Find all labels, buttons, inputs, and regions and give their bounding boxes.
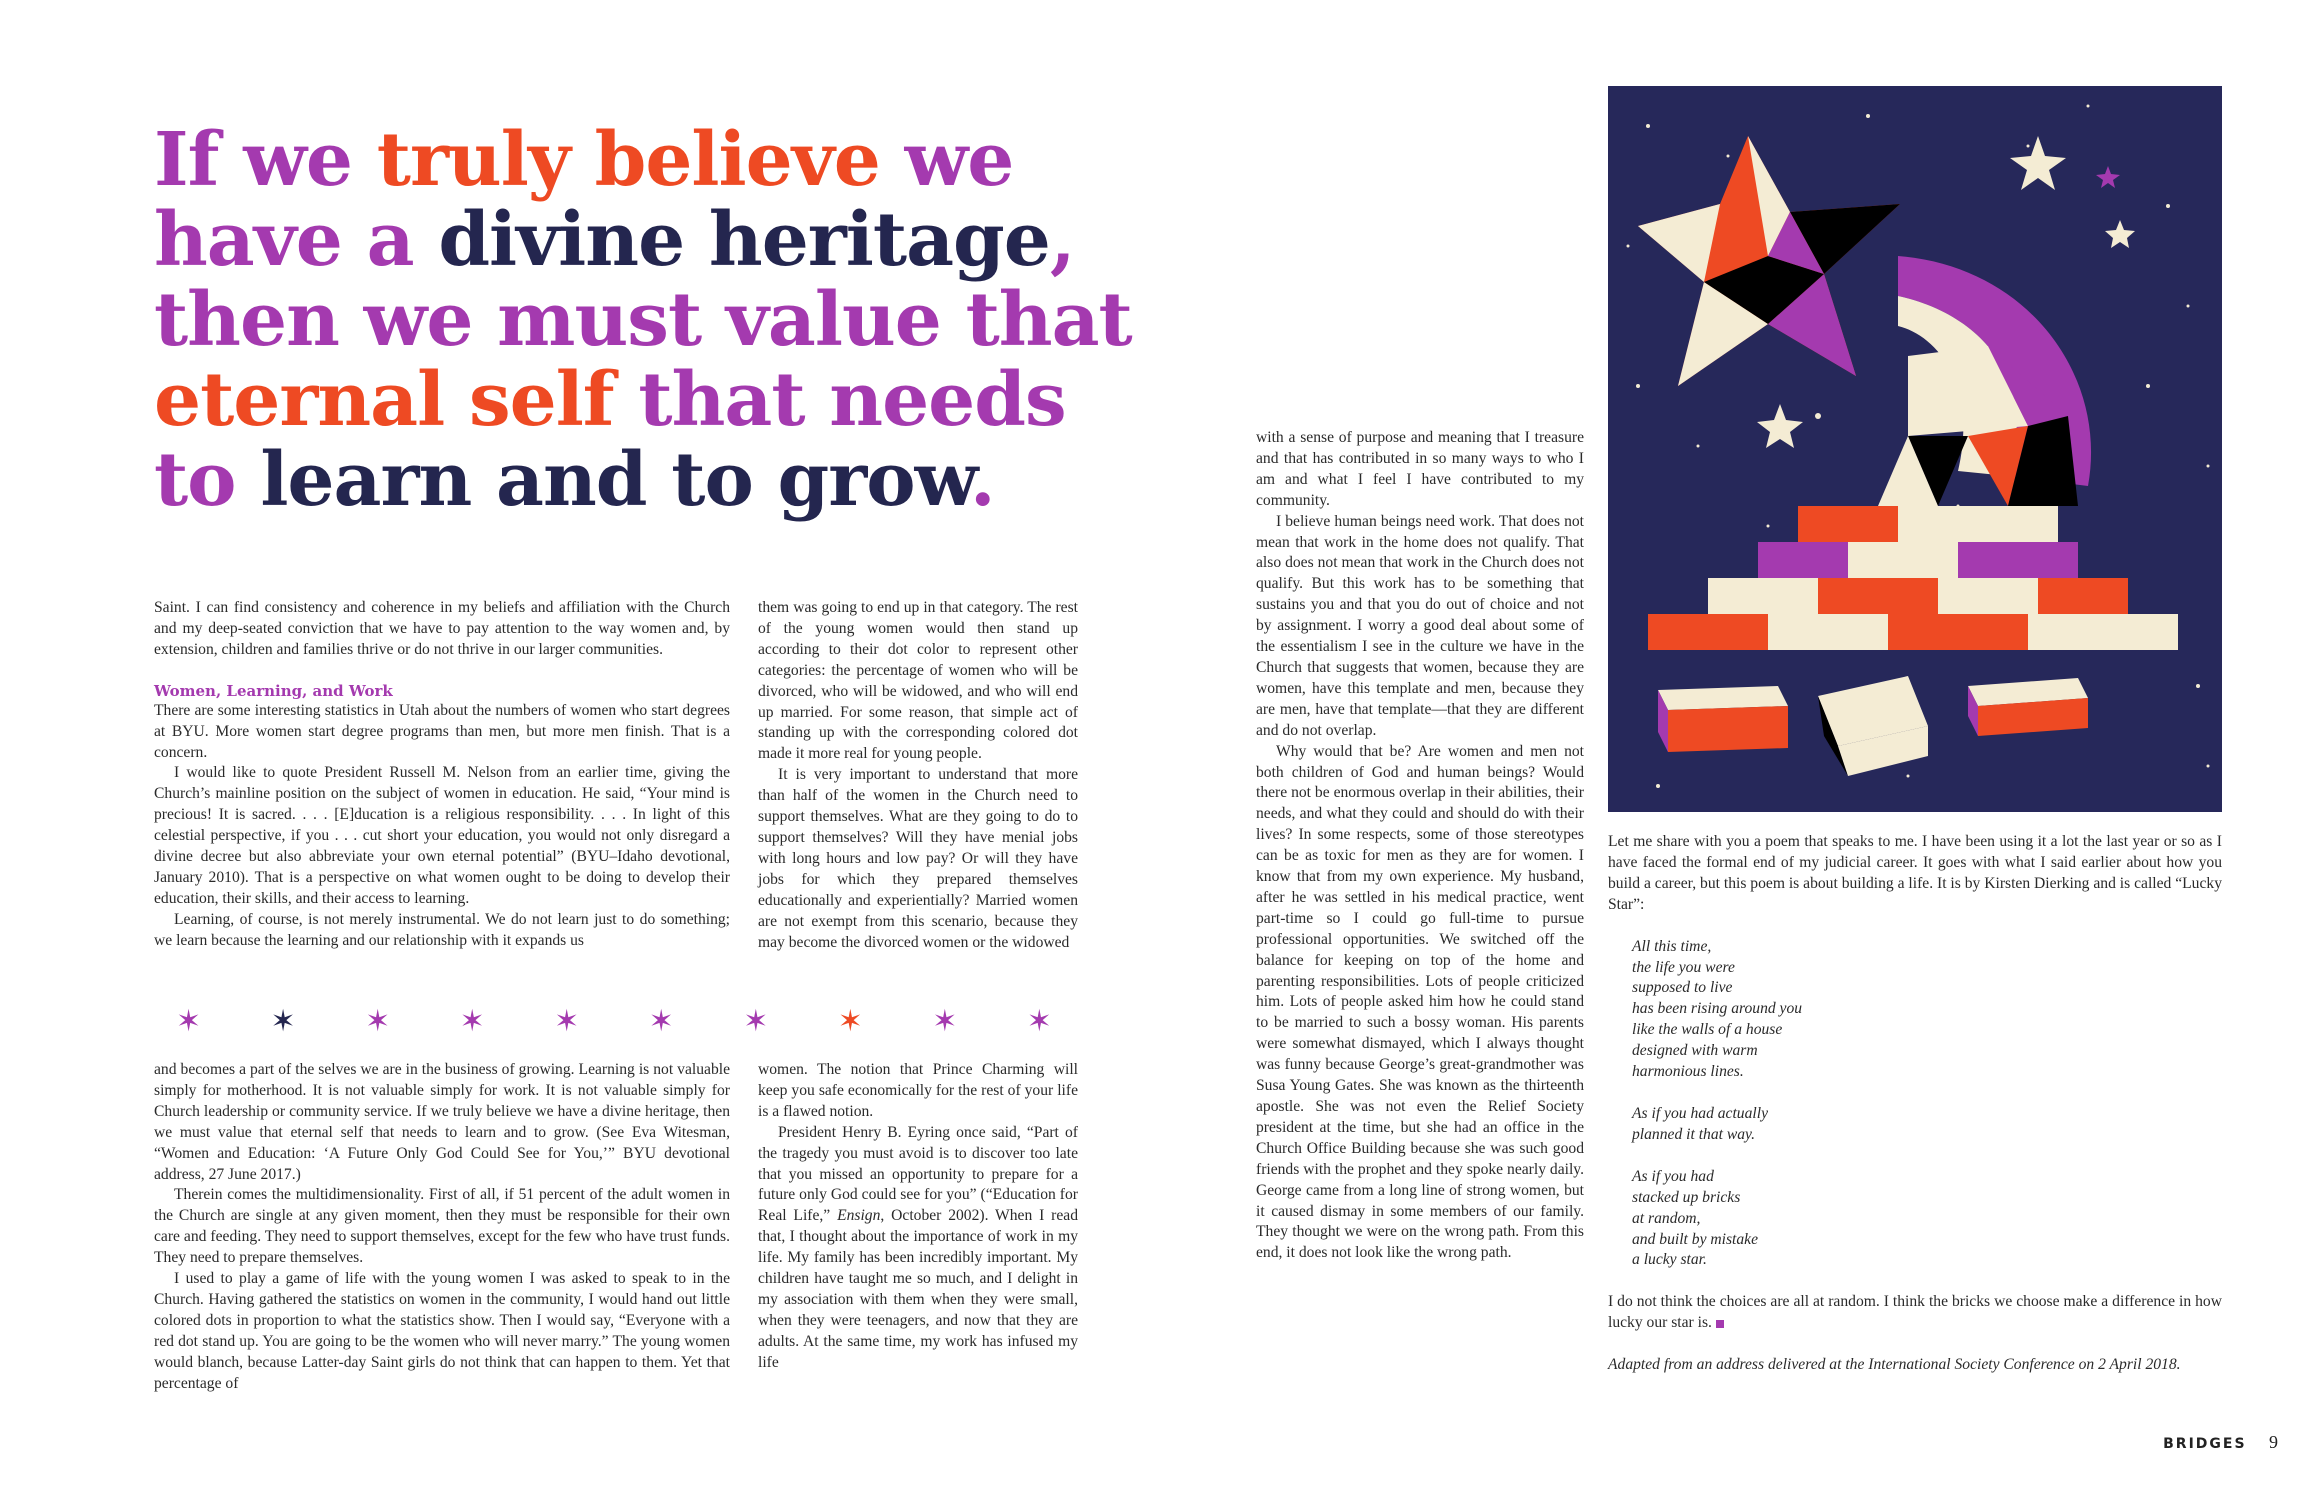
column-4: [1608, 832, 2222, 1376]
headline-line: [154, 117, 1054, 203]
headline-segment: then we must value that: [154, 277, 1132, 363]
column-3: [1256, 428, 1584, 1264]
column-1-top: [154, 598, 730, 952]
star-icon: ✶: [648, 1005, 674, 1038]
headline-line: [154, 197, 1075, 283]
magazine-name: BRIDGES: [2163, 1436, 2247, 1452]
headline-segment: we: [879, 117, 1014, 203]
paragraph: I believe human beings need work. That does not mean that work in the home does not qualify. That also does not mean that work in the Church does not qualify. But this work has to be something that sustains you and that you do out of choice and not by assignment. I worry a good deal about some of the essentialism I see in the culture we have in the Church that suggests that women, because they are women, have this template and men, because they are men, have that template—that they are different and do not overlap.: [1256, 512, 1584, 739]
star-icon: ✶: [365, 1005, 391, 1038]
paragraph: women. The notion that Prince Charming will keep you safe economically for the rest of your life is a flawed notion.: [758, 1061, 1078, 1120]
poem-line: stacked up bricks: [1632, 1188, 1741, 1206]
paragraph: It is very important to understand that more than half of the women in the Church need to support themselves. What are they going to do to support themselves? Will they have menial jobs with long hours and low pay? Or will they have jobs for which they prepared themselves educationally and experientially? Married women are not exempt from this scenario, because they may become the divorced women or the widowed: [758, 766, 1078, 951]
poem-line: planned it that way.: [1632, 1125, 1756, 1143]
paragraph: President Henry B. Eyring once said, “Part of the tragedy you must avoid is to discover too late that you missed an opportunity to prepare for a future only God could see for you” (“Education for Real Life,” Ensign, October 2002). When I read that, I thought about the importance of work in my life. My family has been incredibly important. My children have taught me so much, and I delight in my association with them when they were small, when they were teenagers, and now that they are adults. At the same time, my work has infused my life: [758, 1123, 1078, 1371]
poem-stanza: [1632, 1167, 2222, 1272]
paragraph: with a sense of purpose and meaning that I treasure and that has contributed in so many ways to who I am and what I feel I have contributed to my community.: [1256, 429, 1584, 509]
star-icon: ✶: [176, 1005, 202, 1038]
headline-segment: have a: [154, 197, 439, 283]
page-number: 9: [2269, 1432, 2278, 1452]
poem-line: As if you had: [1632, 1167, 1714, 1185]
paragraph: and becomes a part of the selves we are in the business of growing. Learning is not valuable simply for motherhood. It is not valuable simply for work. It is not valuable simply for Church leadership or community service. If we truly believe we have a divine heritage, then we must value that eternal self that needs to learn and to grow. (See Eva Witesman, “Women and Education: ‘A Future Only God Could See for You,’” BYU devotional address, 27 June 2017.): [154, 1061, 730, 1183]
headline-segment: .: [969, 437, 995, 523]
star-icon: ✶: [1026, 1005, 1052, 1038]
paragraph: Learning, of course, is not merely instrumental. We do not learn just to do something; we learn because the learning and our relationship with it expands us: [154, 910, 730, 949]
poem-line: designed with warm: [1632, 1042, 1758, 1060]
headline-line: [154, 357, 1066, 443]
poem-stanza: [1632, 937, 2222, 1083]
headline-segment: If we: [154, 117, 377, 203]
paragraph: them was going to end up in that category. The rest of the young women would then stand up according to their dot color to represent other categories: the percentage of women who will be divorced, who will be widowed, and who will end up married. For some reason, that simple act of standing up with the corresponding colored dot made it more real for young people.: [758, 599, 1078, 763]
poem-line: All this time,: [1632, 937, 1712, 955]
poem-line: harmonious lines.: [1632, 1063, 1744, 1081]
paragraph: I would like to quote President Russell M. Nelson from an earlier time, giving the Church’s mainline position on the subject of women in education. He said, “Your mind is precious! It is sacred. . . . [E]ducation is a religious responsibility. . . . In light of this celestial perspective, if you . . . cut short your education, you would not only disregard a divine decree but also abbreviate your own eternal potential” (BYU–Idaho devotional, January 2010). That is a perspective on what women ought to be doing to develop their education, their skills, and their access to learning.: [154, 764, 730, 907]
poem-line: a lucky star.: [1632, 1251, 1707, 1269]
column-1-bottom: [154, 1060, 730, 1395]
star-divider: [176, 1002, 1052, 1042]
paragraph: Let me share with you a poem that speaks to me. I have been using it a lot the last year or so as I have faced the formal end of my judicial career. It goes with what I said earlier about how you build a career, but this poem is about building a life. It is by Kirsten Dierking and is called “Lucky Star”:: [1608, 833, 2222, 913]
headline-segment: learn and to grow: [260, 437, 970, 523]
headline-segment: divine heritage: [438, 197, 1050, 283]
headline-segment: truly believe: [376, 117, 880, 203]
star-icon: ✶: [837, 1005, 863, 1038]
emphasis: Ensign: [837, 1207, 881, 1225]
headline-line: [154, 277, 1132, 363]
poem-line: As if you had actually: [1632, 1104, 1768, 1122]
poem-line: the life you were: [1632, 958, 1735, 976]
pull-quote-headline: [154, 117, 1132, 523]
poem-lucky-star: [1632, 937, 2222, 1272]
headline-segment: eternal self: [154, 357, 614, 443]
headline-segment: to: [154, 437, 261, 523]
source-note: Adapted from an address delivered at the International Society Conference on 2 April 2018.: [1608, 1356, 2181, 1374]
poem-line: supposed to live: [1632, 979, 1733, 997]
star-icon: ✶: [743, 1005, 769, 1038]
headline-segment: ,: [1049, 197, 1075, 283]
lucky-star-illustration: [1608, 86, 2222, 812]
poem-line: at random,: [1632, 1209, 1701, 1227]
column-2-top: [758, 598, 1078, 953]
poem-stanza: [1632, 1104, 2222, 1146]
headline-line: [154, 437, 1054, 523]
star-icon: ✶: [270, 1005, 296, 1038]
paragraph: There are some interesting statistics in Utah about the numbers of women who start degrees at BYU. More women start degree programs than men, but more men finish. That is a concern.: [154, 701, 730, 761]
poem-line: and built by mistake: [1632, 1230, 1759, 1248]
paragraph: I used to play a game of life with the young women I was asked to speak to in the Church. Having gathered the statistics on women in the community, I would hand out little colored dots in proportion to what the statistics show. Then I would say, “Everyone with a red dot stand up. You are going to be the women who will never marry.” The young women would blanch, because Latter-day Saint girls do not think that can happen to them. Yet that percentage of: [154, 1270, 730, 1392]
star-icon: ✶: [554, 1005, 580, 1038]
poem-line: has been rising around you: [1632, 1000, 1803, 1018]
paragraph: Saint. I can find consistency and coherence in my beliefs and affiliation with the Church and my deep-seated conviction that we have to pay attention to the way women and, by extension, children and families thrive or do not thrive in our larger communities.: [154, 599, 730, 658]
poem-line: like the walls of a house: [1632, 1021, 1783, 1039]
star-icon: ✶: [932, 1005, 958, 1038]
paragraph: Therein comes the multidimensionality. First of all, if 51 percent of the adult women in the Church are single at any given moment, then they must be responsible for their own care and feeding. They need to support themselves, except for the few who have trust funds. They need to prepare themselves.: [154, 1186, 730, 1267]
star-icon: ✶: [459, 1005, 485, 1038]
end-mark-icon: [1716, 1320, 1724, 1328]
headline-segment: that needs: [613, 357, 1066, 443]
page-footer: [2163, 1432, 2278, 1453]
section-subhead: Women, Learning, and Work: [154, 681, 393, 700]
paragraph: I do not think the choices are all at random. I think the bricks we choose make a difference in how lucky our star is.: [1608, 1293, 2222, 1332]
column-2-bottom: [758, 1060, 1078, 1374]
paragraph: Why would that be? Are women and men not both children of God and human beings? Would there not be enormous overlap in their abilities, their needs, and what they could and should do with their lives? In some respects, some of those stereotypes can be as toxic for men as they are for women. I know that from my own experience. My husband, after he was settled in his medical practice, went part-time so I could go full-time to pursue professional opportunities. We switched off the balance for keeping on top of the home and parenting responsibilities. Lots of people criticized him. Lots of people asked him how he could stand to be married to such a bossy woman. His parents were somewhat dismayed, which I always thought was funny because George’s great-grandmother was Susa Young Gates. She was known as the thirteenth apostle. She was not even the Relief Society president at the time, but she had an office in the Church Office Building because she was such good friends with the prophet and they spoke nearly daily. George came from a long line of strong women, but it caused dismay in some members of our family. They thought we were on the wrong path. From this end, it does not look like the wrong path.: [1256, 742, 1584, 1262]
